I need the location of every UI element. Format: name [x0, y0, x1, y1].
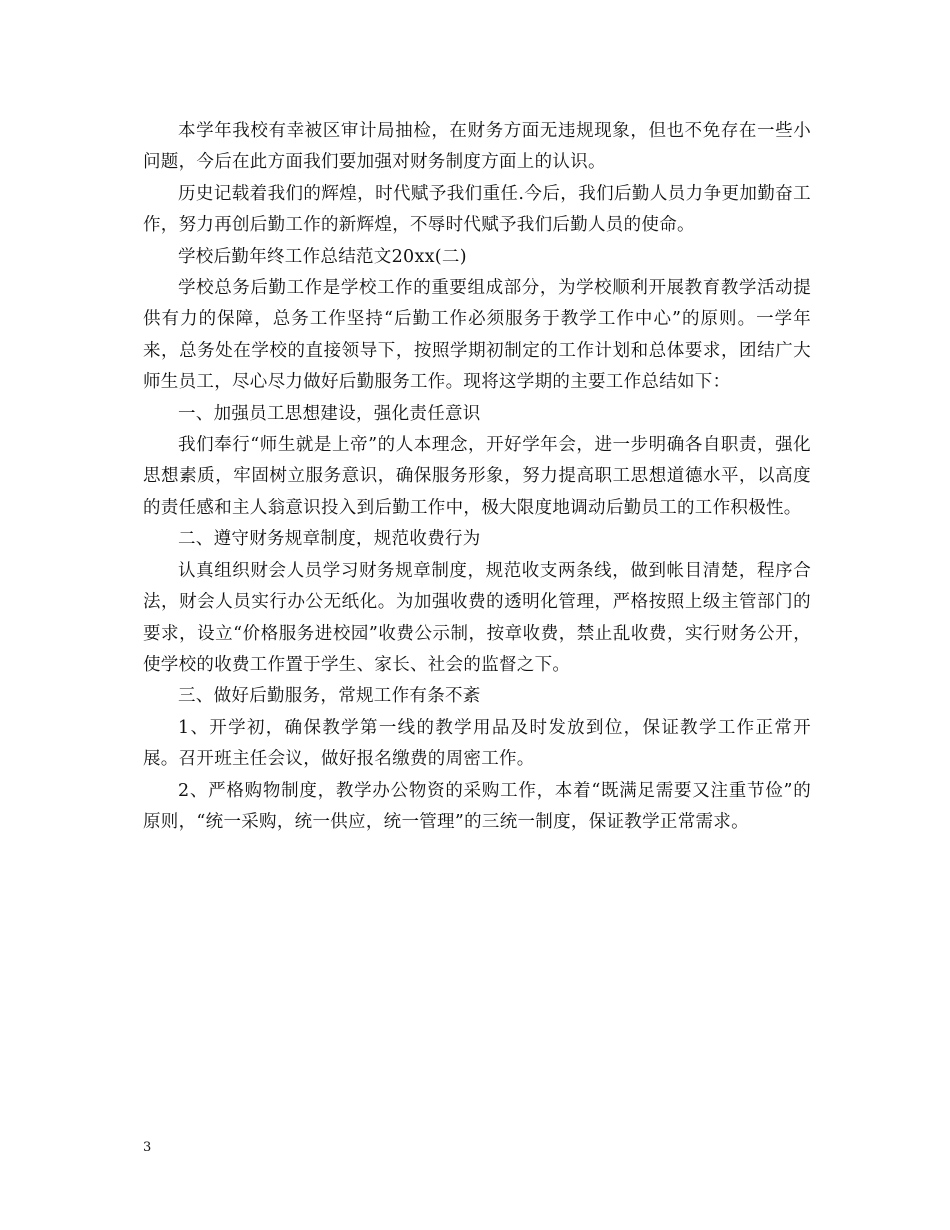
heading-section-1: 一、加强员工思想建设，强化责任意识	[178, 403, 481, 424]
section-title: 学校后勤年终工作总结范文20xx(二)	[178, 246, 467, 267]
paragraph-section-2: 认真组织财会人员学习财务规章制度，规范收支两条线，做到帐目清楚，程序合法，财会人员实行办公无纸化。为加强收费的透明化管理，严格按照上级主管部门的要求，设立“价格服务进校园”收费公示制，按章收费，禁止乱收费，实行财务公开，使学校的收费工作置于学生、家长、社会的监督之下。	[143, 560, 811, 675]
list-item-2: 2、严格购物制度，教学办公物资的采购工作，本着“既满足需要又注重节俭”的原则，“统一采购，统一供应，统一管理”的三统一制度，保证教学正常需求。	[143, 780, 811, 832]
list-item-1: 1、开学初，确保教学第一线的教学用品及时发放到位，保证教学工作正常开展。召开班主任会议，做好报名缴费的周密工作。	[143, 717, 811, 770]
paragraph-history: 历史记载着我们的辉煌，时代赋予我们重任.今后，我们后勤人员力争更加勤奋工作，努力再创后勤工作的新辉煌，不辱时代赋予我们后勤人员的使命。	[143, 183, 811, 236]
paragraph-section-1: 我们奉行“师生就是上帝”的人本理念，开好学年会，进一步明确各自职责，强化思想素质，牢固树立服务意识，确保服务形象，努力提高职工思想道德水平，以高度的责任感和主人翁意识投入到后勤工作中，极大限度地调动后勤员工的工作积极性。	[143, 435, 811, 518]
heading-section-2: 二、遵守财务规章制度，规范收费行为	[178, 529, 481, 550]
paragraph-intro: 学校总务后勤工作是学校工作的重要组成部分，为学校顺利开展教育教学活动提供有力的保障，总务工作坚持“后勤工作必须服务于教学工作中心”的原则。一学年来，总务处在学校的直接领导下，按照学期初制定的工作计划和总体要求，团结广大师生员工，尽心尽力做好后勤服务工作。现将这学期的主要工作总结如下：	[143, 278, 811, 393]
page-number: 3	[143, 1140, 152, 1155]
document-body	[143, 116, 811, 838]
heading-section-3: 三、做好后勤服务，常规工作有条不紊	[178, 686, 481, 707]
paragraph-audit: 本学年我校有幸被区审计局抽检，在财务方面无违规现象，但也不免存在一些小问题，今后在此方面我们要加强对财务制度方面上的认识。	[143, 121, 811, 173]
